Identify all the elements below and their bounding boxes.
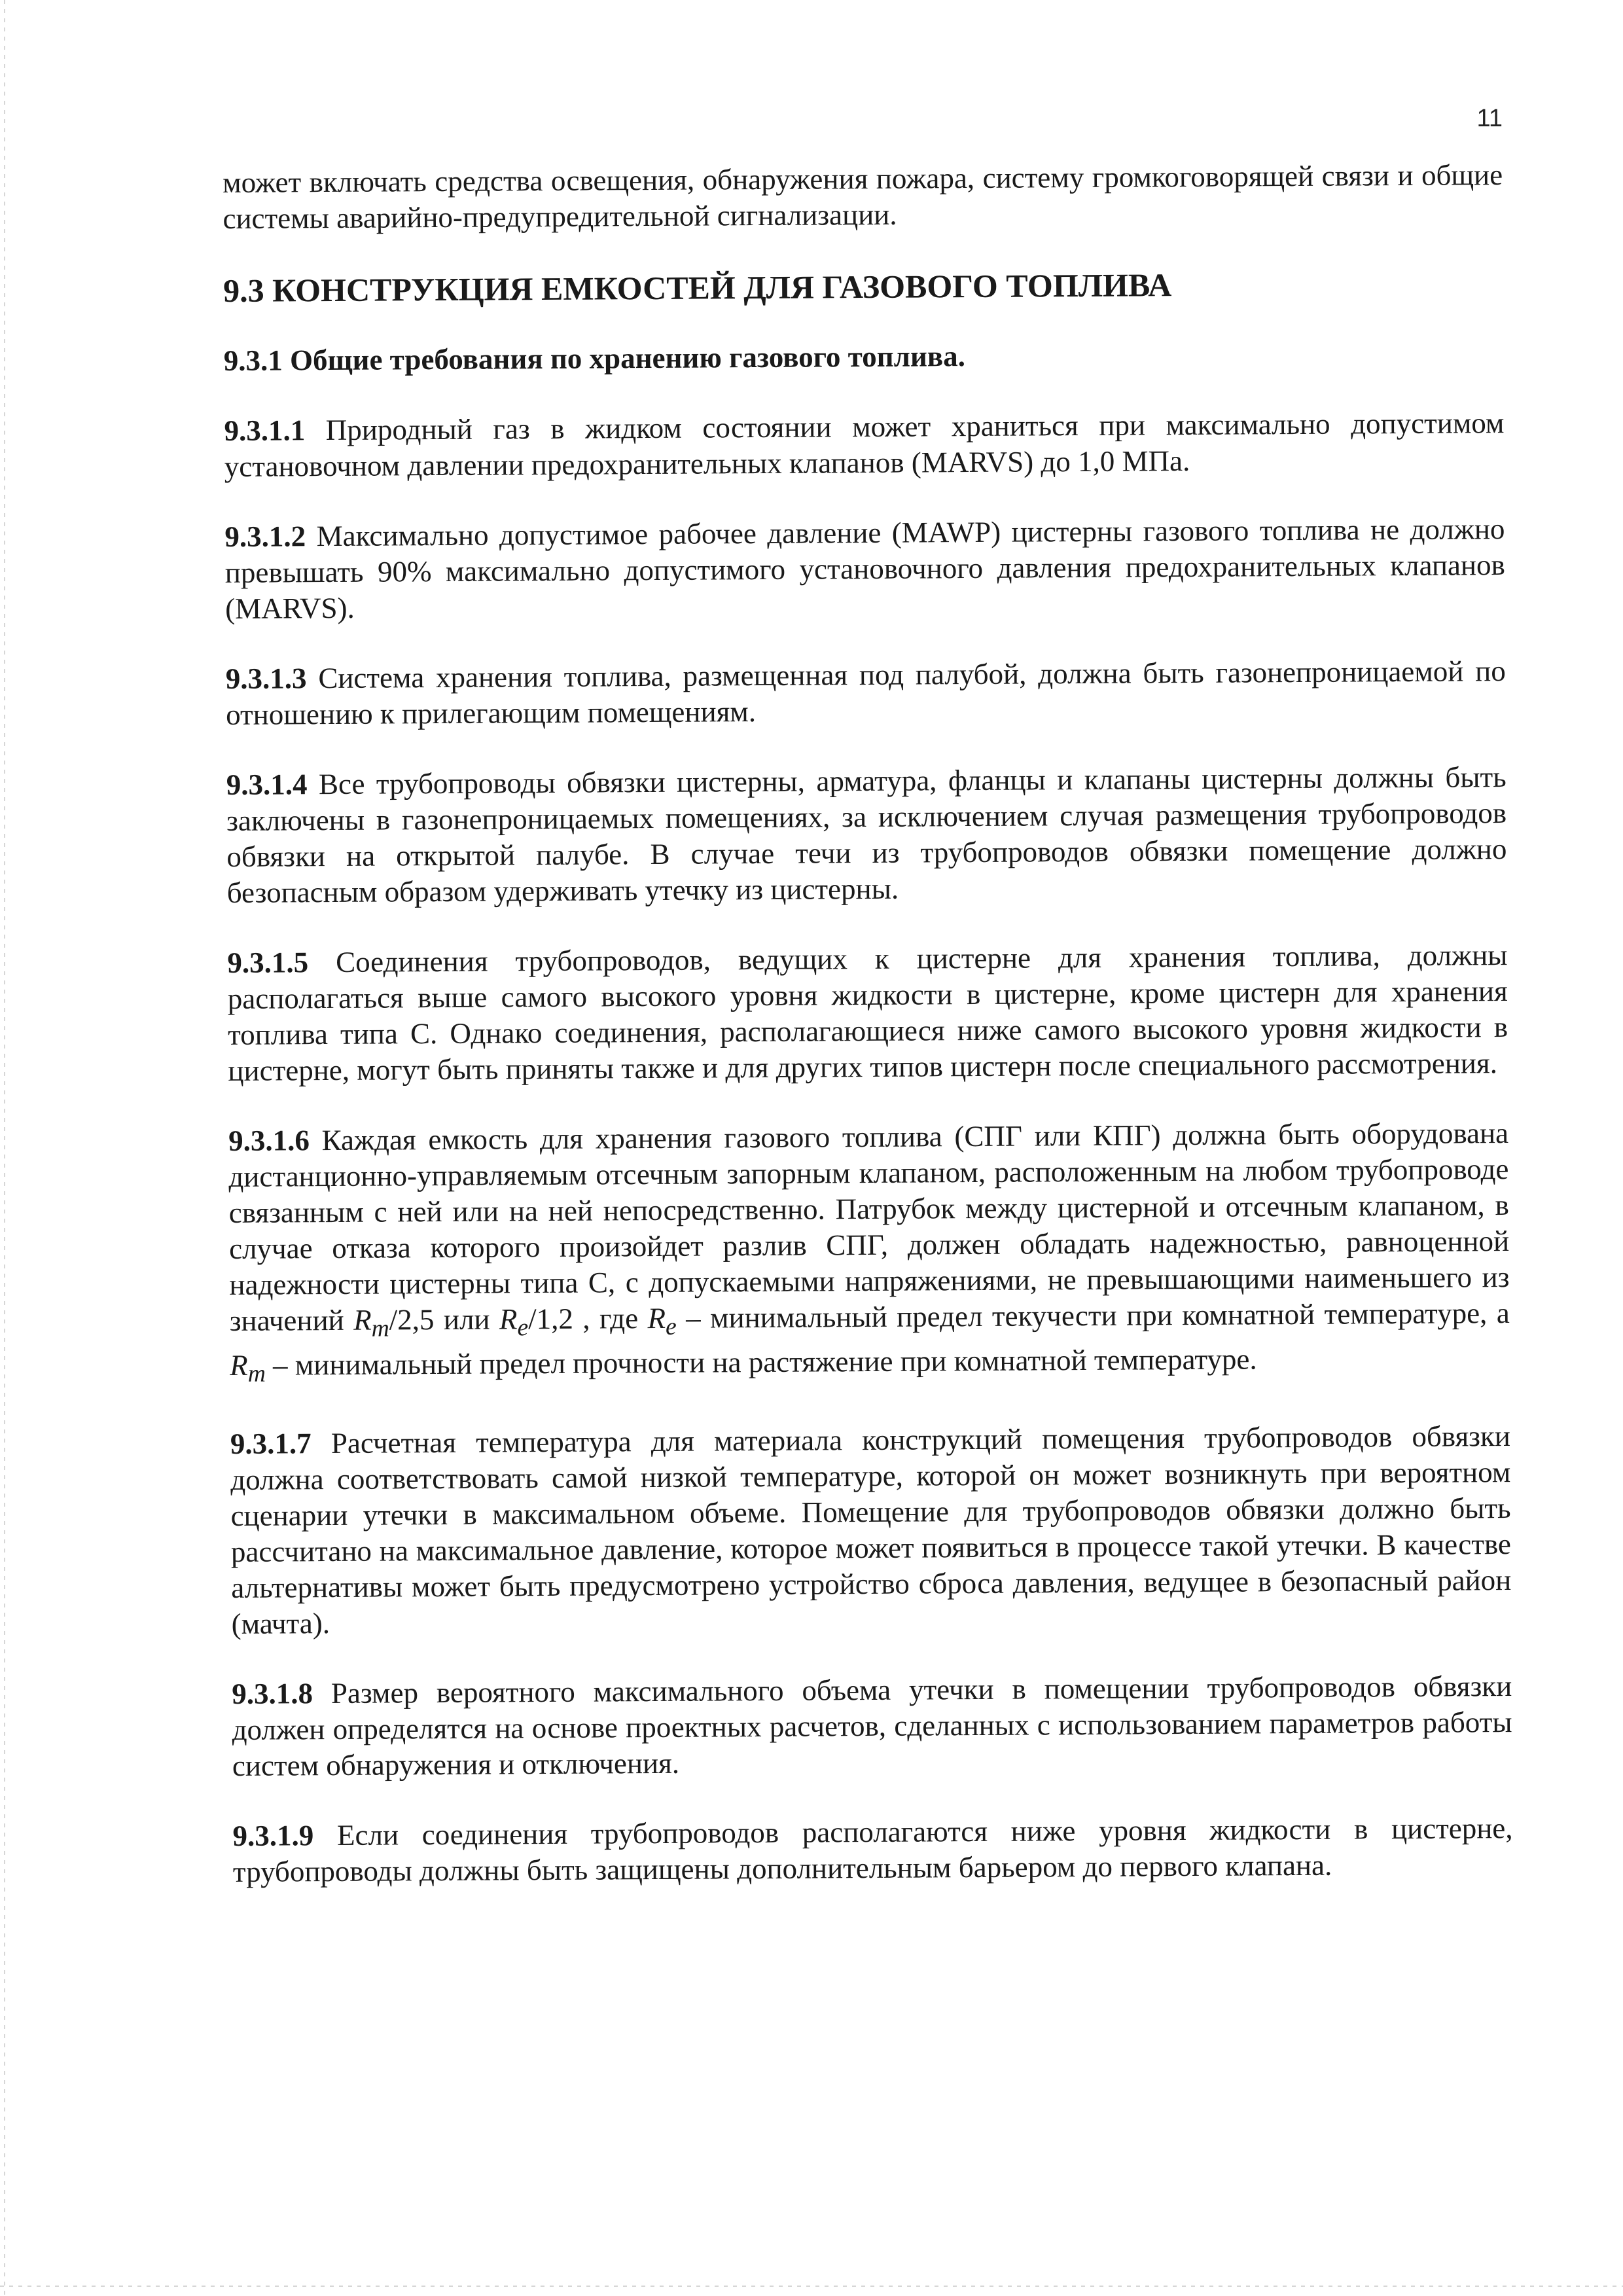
paragraph-number: 9.3.1.8 (232, 1677, 313, 1710)
paragraph-number: 9.3.1.5 (227, 946, 309, 979)
paragraph-text: Система хранения топлива, размещенная под палубой, должна быть газонепроницаемой по отношению к прилегающим помещениям. (225, 655, 1506, 731)
scan-edge-left (4, 0, 5, 2296)
paragraph-text: Максимально допустимое рабочее давление (MAWP) цистерны газового топлива не должно превышать 90% максимально допустимого установочного давления предохранительных клапанов (MARVS). (224, 512, 1505, 625)
paragraph-text: Размер вероятного максимального объема утечки в помещении трубопроводов обвязки должен определятся на основе проектных расчетов, сделанных с использованием параметров работы систем обнаружения и отключения. (232, 1670, 1512, 1782)
scan-edge-bottom (0, 2286, 1623, 2287)
section-title: 9.3 КОНСТРУКЦИЯ ЕМКОСТЕЙ ДЛЯ ГАЗОВОГО ТОПЛИВА (223, 266, 1172, 309)
paragraph-number: 9.3.1.1 (224, 414, 306, 447)
paragraph-text: Расчетная температура для материала конструкций помещения трубопроводов обвязки должна соответствовать самой низкой температуре, которой он может возникнуть при вероятном сценарии утечки в максимальном объеме. Помещение для трубопроводов обвязки должно быть рассчитано на максимальное давление, которое может появиться в процессе такой утечки. В качестве альтернативы может быть предусмотрено устройство сброса давления, ведущее в безопасный район (мачта). (230, 1420, 1512, 1640)
formula-rm-symbol: R (230, 1348, 248, 1382)
paragraph-9-3-1-3 (226, 653, 1507, 733)
paragraph-number: 9.3.1.7 (230, 1427, 312, 1460)
paragraph-text: Соединения трубопроводов, ведущих к цистерне для хранения топлива, должны располагаться выше самого высокого уровня жидкости в цистерне, кроме цистерн для хранения топлива типа С. Однако соединения, располагающиеся ниже самого высокого уровня жидкости в цистерне, могут быть приняты также и для других типов цистерн после специального рассмотрения. (227, 939, 1508, 1087)
document-body (223, 157, 1513, 1924)
paragraph-text: /1,2 , где (527, 1302, 648, 1336)
paragraph-9-3-1-8 (232, 1668, 1512, 1784)
paragraph-9-3-1-4 (226, 759, 1507, 911)
formula-re: R (499, 1302, 518, 1336)
paragraph-number: 9.3.1.4 (226, 768, 308, 801)
formula-re-symbol: R (647, 1301, 666, 1335)
formula-rm-sub: m (371, 1315, 389, 1342)
paragraph-text: – минимальный предел текучести при комнатной температуре, а (676, 1297, 1510, 1335)
subsection-title: 9.3.1 Общие требования по хранению газового топлива. (223, 340, 966, 377)
paragraph-text: Каждая емкость для хранения газового топлива (СПГ или КПГ) должна быть оборудована дистанционно-управляемым отсечным запорным клапаном, расположенным на любом трубопроводе связанным с ней или на ней непосредственно. Патрубок между цистерной и отсечным клапаном, в случае отказа которого произойдет разлив СПГ, должен обладать надежностью, равноценной надежности цистерны типа С, с допускаемыми напряжениями, не превышающими наименьшего из значений (228, 1117, 1510, 1337)
paragraph-9-3-1-7 (230, 1418, 1512, 1642)
paragraph-text: – минимальный предел прочности на растяжение при комнатной температуре. (265, 1342, 1257, 1382)
paragraph-number: 9.3.1.3 (225, 662, 307, 695)
page-number: 11 (1476, 105, 1503, 132)
formula-rm: R (353, 1303, 372, 1336)
paragraph-number: 9.3.1.6 (228, 1124, 310, 1157)
paragraph-9-3-1-5 (227, 937, 1508, 1089)
paragraph-text: /2,5 или (389, 1302, 500, 1336)
paragraph-text: Природный газ в жидком состоянии может храниться при максимально допустимом установочном давлении предохранительных клапанов (MARVS) до 1,0 МПа. (224, 406, 1505, 483)
paragraph-text: Если соединения трубопроводов располагаются ниже уровня жидкости в цистерне, трубопроводы должны быть защищены дополнительным барьером до первого клапана. (232, 1812, 1513, 1888)
paragraph-number: 9.3.1.9 (232, 1819, 314, 1852)
paragraph-number: 9.3.1.2 (224, 520, 306, 553)
formula-re-sub: e (517, 1314, 529, 1342)
formula-re-symbol-sub: e (665, 1313, 677, 1340)
paragraph-9-3-1-1 (224, 405, 1505, 485)
paragraph-9-3-1-9 (232, 1810, 1513, 1890)
paragraph-9-3-1-2 (224, 511, 1505, 627)
paragraph-text: Все трубопроводы обвязки цистерны, арматура, фланцы и клапаны цистерны должны быть заключены в газонепроницаемых помещениях, за исключением случая размещения трубопроводов обвязки на открытой палубе. В случае течи из трубопроводов обвязки помещение должно безопасным образом удерживать утечку из цистерны. (226, 761, 1507, 909)
intro-paragraph: может включать средства освещения, обнаружения пожара, систему громкоговорящей связи и общие системы аварийно-предупредительной сигнализации. (223, 158, 1503, 235)
paragraph-9-3-1-6 (228, 1115, 1510, 1392)
formula-rm-symbol-sub: m (247, 1360, 266, 1388)
